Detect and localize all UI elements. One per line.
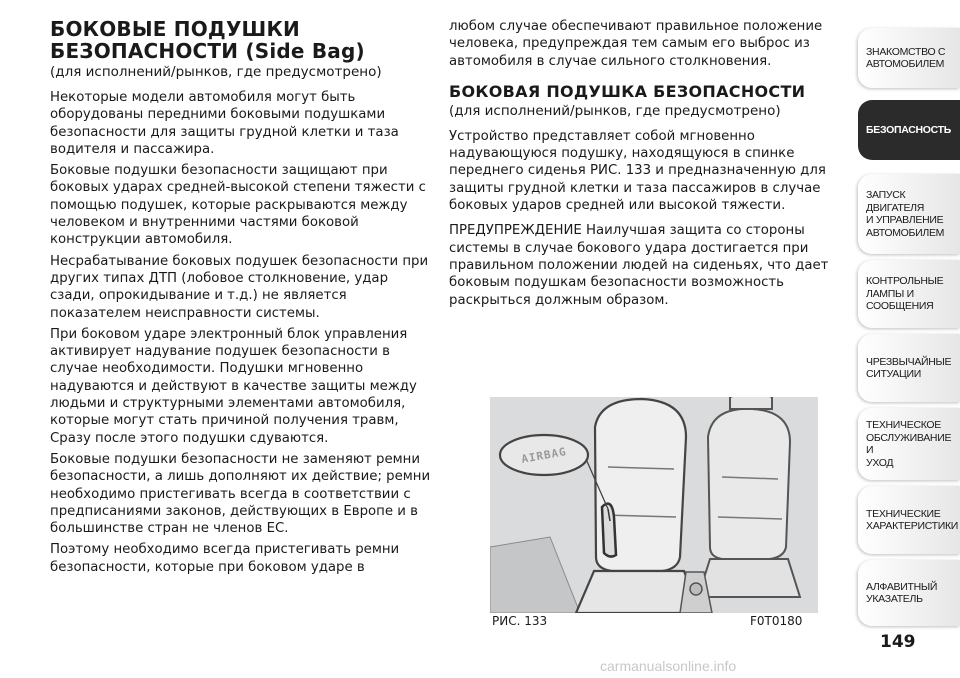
paragraph: Боковые подушки безопасности защищают при боковых ударах средней-высокой степени тяжести с помощью подушек, которые раскрываются между человеком и внутренними частями боковой конструкции автомобиля. bbox=[50, 163, 426, 248]
paragraph: Устройство представляет собой мгновенно надувающуюся подушку, находящуюся в спинке переднего сиденья РИС. 133 и предназначенную для защиты грудной клетки и таза пассажиров в случае боковых ударов средней или высокой тяжести. bbox=[449, 128, 826, 214]
tab-maintenance[interactable]: ТЕХНИЧЕСКОЕ ОБСЛУЖИВАНИЕ И УХОД bbox=[858, 408, 960, 480]
tab-emergencies[interactable]: ЧРЕЗВЫЧАЙНЫЕ СИТУАЦИИ bbox=[858, 334, 960, 402]
section-title-line1: БОКОВЫЕ ПОДУШКИ bbox=[50, 17, 300, 41]
figure-caption: РИС. 133 bbox=[492, 614, 548, 628]
airbag-badge-text: AIRBAG bbox=[520, 445, 568, 466]
watermark: carmanualsonline.info bbox=[600, 658, 737, 674]
subsection-subtitle: (для исполнений/рынков, где предусмотрено) bbox=[449, 102, 781, 119]
page-number: 149 bbox=[880, 632, 916, 652]
tab-safety[interactable]: БЕЗОПАСНОСТЬ bbox=[858, 100, 960, 160]
paragraph: Боковые подушки безопасности не заменяют ремни безопасности, а лишь дополняют их действие; ремни необходимо пристегивать всегда в соответствии с предписаниями законов, действующих в Европе и в большинстве стран не членов ЕС. bbox=[50, 451, 431, 537]
figure-code: F0T0180 bbox=[750, 614, 803, 628]
tab-starting-driving[interactable]: ЗАПУСК ДВИГАТЕЛЯ И УПРАВЛЕНИЕ АВТОМОБИЛЕМ bbox=[858, 174, 960, 254]
left-column bbox=[50, 18, 435, 580]
paragraph: Поэтому необходимо всегда пристегивать ремни безопасности, которые при боковом ударе в bbox=[50, 542, 400, 575]
paragraph: Некоторые модели автомобиля могут быть оборудованы передними боковыми подушками безопасности для защиты грудной клетки и таза водителя и пассажира. bbox=[50, 90, 399, 157]
paragraph: При боковом ударе электронный блок управления активирует надувание подушек безопасности в случае необходимости. Подушки мгновенно надуваются и действуют в качестве защиты между людьми и структурными элементами автомобиля, которые могут стать причиной получения травм, Сразу после этого подушки сдуваются. bbox=[50, 326, 417, 446]
middle-column bbox=[449, 18, 844, 313]
section-title-line2: БЕЗОПАСНОСТИ (Side Bag) bbox=[50, 39, 365, 63]
tab-warning-lights[interactable]: КОНТРОЛЬНЫЕ ЛАМПЫ И СООБЩЕНИЯ bbox=[858, 260, 960, 328]
paragraph: Несрабатывание боковых подушек безопасности при других типах ДТП (лобовое столкновение, удар сзади, опрокидывание и т.д.) не является показателем неисправности системы. bbox=[50, 253, 429, 321]
section-subtitle: (для исполнений/рынков, где предусмотрено) bbox=[50, 64, 382, 80]
paragraph: любом случае обеспечивают правильное положение человека, предупреждая тем самым его выброс из автомобиля в случае сильного столкновения. bbox=[449, 19, 823, 69]
tab-specifications[interactable]: ТЕХНИЧЕСКИЕ ХАРАКТЕРИСТИКИ bbox=[858, 486, 960, 554]
section-title bbox=[50, 18, 435, 62]
seat-illustration bbox=[490, 397, 818, 613]
tab-introduction[interactable]: ЗНАКОМСТВО С АВТОМОБИЛЕМ bbox=[858, 28, 960, 88]
warning-paragraph: ПРЕДУПРЕЖДЕНИЕ Наилучшая защита со стороны системы в случае бокового удара достигается при правильном положении людей на сиденьях, что дает боковым подушкам безопасности возможность раскрыться должным образом. bbox=[449, 223, 829, 308]
seat-airbag-figure bbox=[490, 397, 818, 613]
subsection-title: БОКОВАЯ ПОДУШКА БЕЗОПАСНОСТИ bbox=[449, 81, 806, 101]
tab-index[interactable]: АЛФАВИТНЫЙ УКАЗАТЕЛЬ bbox=[858, 560, 960, 626]
